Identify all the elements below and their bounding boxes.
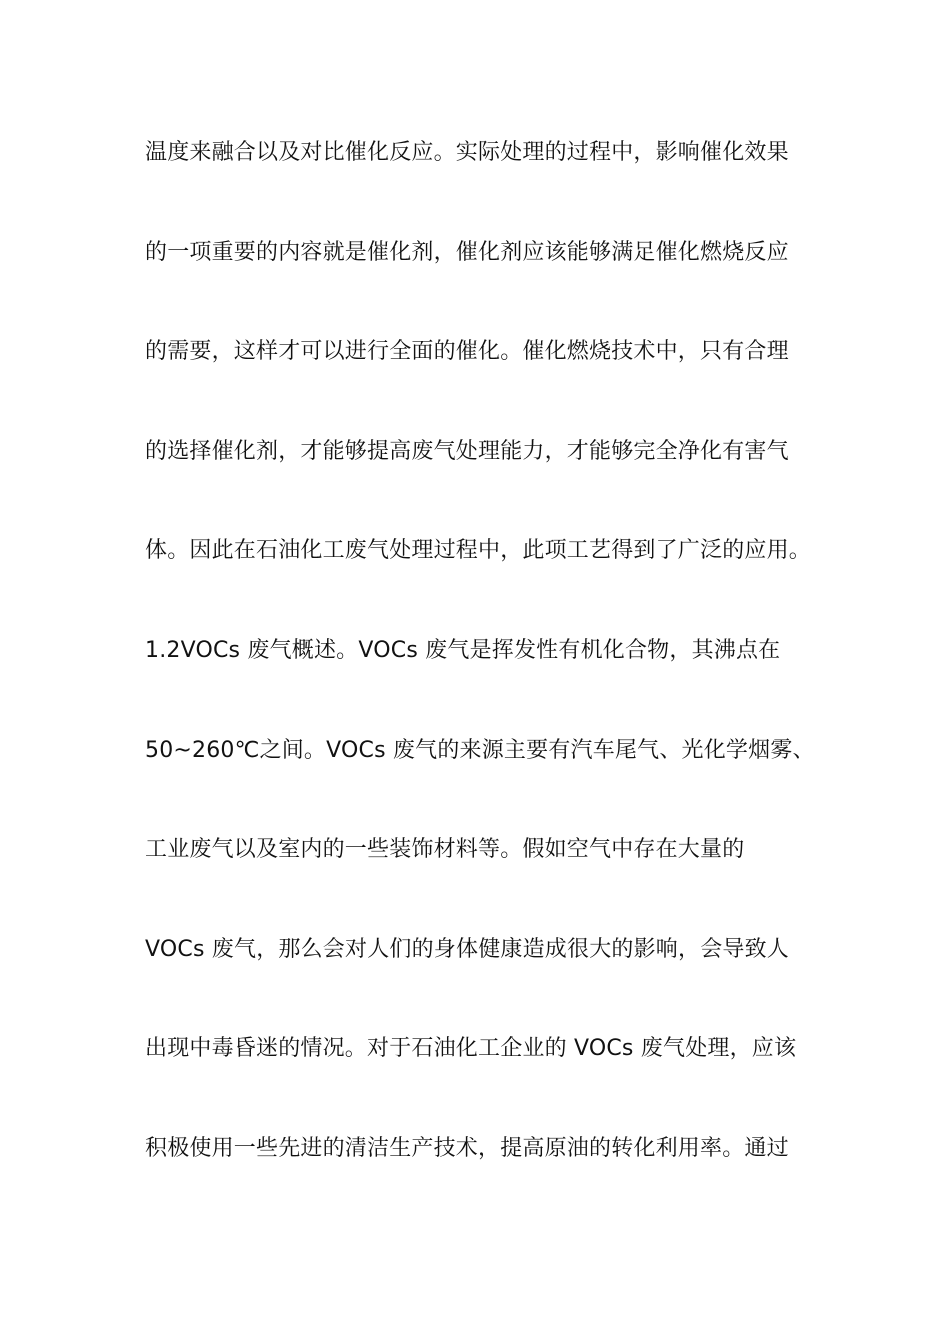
text-line: 出现中毒昏迷的情况。对于石油化工企业的 VOCs 废气处理，应该 — [145, 1036, 797, 1062]
text-line: 50~260℃之间。VOCs 废气的来源主要有汽车尾气、光化学烟雾、 — [145, 737, 815, 763]
text-line: 体。因此在石油化工废气处理过程中，此项工艺得到了广泛的应用。 — [145, 538, 812, 564]
text-line: VOCs 废气，那么会对人们的身体健康造成很大的影响，会导致人 — [145, 936, 789, 962]
text-line: 的一项重要的内容就是催化剂，催化剂应该能够满足催化燃烧反应 — [145, 239, 789, 265]
text-line: 1.2VOCs 废气概述。VOCs 废气是挥发性有机化合物，其沸点在 — [145, 637, 781, 663]
body-text — [145, 128, 825, 1224]
text-line: 工业废气以及室内的一些装饰材料等。假如空气中存在大量的 — [145, 837, 745, 863]
text-line: 温度来融合以及对比催化反应。实际处理的过程中，影响催化效果 — [145, 140, 789, 165]
text-line: 的选择催化剂，才能够提高废气处理能力，才能够完全净化有害气 — [145, 438, 789, 464]
text-line: 积极使用一些先进的清洁生产技术，提高原油的转化利用率。通过 — [145, 1135, 789, 1161]
text-line: 的需要，这样才可以进行全面的催化。催化燃烧技术中，只有合理 — [145, 339, 789, 365]
